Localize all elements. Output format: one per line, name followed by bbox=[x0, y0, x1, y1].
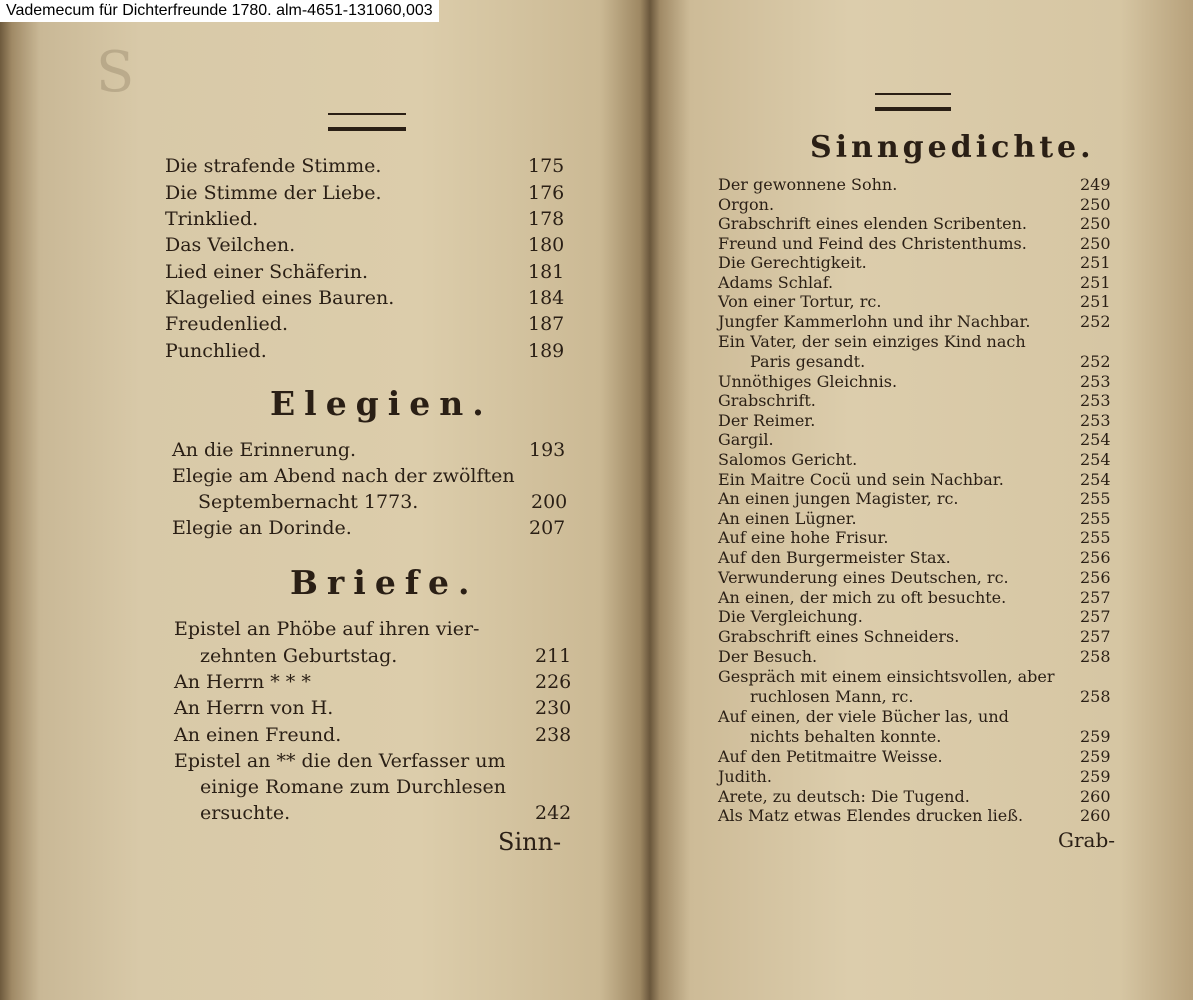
right-page bbox=[650, 0, 1193, 1000]
toc-entry: Adams Schlaf. 251 bbox=[718, 273, 1111, 292]
catchword: Sinn- bbox=[498, 828, 562, 856]
toc-entry: Das Veilchen. 180 bbox=[165, 234, 565, 256]
toc-entry: Freund und Feind des Christenthums. 250 bbox=[718, 234, 1111, 253]
toc-entry: An einen jungen Magister, rc. 255 bbox=[718, 489, 1111, 508]
toc-entry: Die Vergleichung. 257 bbox=[718, 607, 1111, 626]
toc-entry: Gespräch mit einem einsichtsvollen, aber bbox=[718, 667, 1055, 686]
toc-entry: ruchlosen Mann, rc. 258 bbox=[750, 687, 1111, 706]
toc-entry: Grabschrift eines elenden Scribenten. 250 bbox=[718, 214, 1111, 233]
toc-entry: Epistel an ** die den Verfasser um bbox=[174, 750, 506, 772]
bleed-through-mark: S bbox=[96, 40, 135, 105]
toc-entry: Der Reimer. 253 bbox=[718, 411, 1111, 430]
toc-entry: Die Gerechtigkeit. 251 bbox=[718, 253, 1111, 272]
toc-entry: An Herrn von H. 230 bbox=[174, 697, 572, 719]
toc-entry: An einen, der mich zu oft besuchte. 257 bbox=[718, 588, 1111, 607]
toc-entry: Arete, zu deutsch: Die Tugend. 260 bbox=[718, 787, 1111, 806]
toc-entry: Ein Vater, der sein einziges Kind nach bbox=[718, 332, 1026, 351]
toc-entry: Die Stimme der Liebe. 176 bbox=[165, 182, 565, 204]
toc-entry: Lied einer Schäferin. 181 bbox=[165, 261, 565, 283]
toc-entry: Auf einen, der viele Bücher las, und bbox=[718, 707, 1009, 726]
toc-entry: Orgon. 250 bbox=[718, 195, 1111, 214]
toc-entry: Elegie an Dorinde. 207 bbox=[172, 517, 566, 539]
toc-entry: Von einer Tortur, rc. 251 bbox=[718, 292, 1111, 311]
toc-entry: Auf eine hohe Frisur. 255 bbox=[718, 528, 1111, 547]
toc-entry: Grabschrift. 253 bbox=[718, 391, 1111, 410]
toc-entry: Jungfer Kammerlohn und ihr Nachbar. 252 bbox=[718, 312, 1111, 331]
toc-entry: Auf den Petitmaitre Weisse. 259 bbox=[718, 747, 1111, 766]
toc-entry: An die Erinnerung. 193 bbox=[172, 439, 566, 461]
toc-entry: Als Matz etwas Elendes drucken ließ. 260 bbox=[718, 806, 1111, 825]
toc-entry: einige Romane zum Durchlesen bbox=[200, 776, 506, 798]
section-heading-briefe: Briefe. bbox=[290, 563, 479, 602]
toc-entry: Septembernacht 1773. 200 bbox=[198, 491, 568, 513]
toc-entry: Grabschrift eines Schneiders. 257 bbox=[718, 627, 1111, 646]
ornament-rule bbox=[328, 113, 406, 131]
toc-entry: An Herrn * * * 226 bbox=[174, 671, 572, 693]
toc-entry: ersuchte. 242 bbox=[200, 802, 572, 824]
toc-entry: zehnten Geburtstag. 211 bbox=[200, 645, 572, 667]
toc-entry: nichts behalten konnte. 259 bbox=[750, 727, 1111, 746]
toc-entry: Auf den Burgermeister Stax. 256 bbox=[718, 548, 1111, 567]
toc-entry: Der Besuch. 258 bbox=[718, 647, 1111, 666]
toc-entry: Verwunderung eines Deutschen, rc. 256 bbox=[718, 568, 1111, 587]
toc-entry: Elegie am Abend nach der zwölften bbox=[172, 465, 515, 487]
toc-entry: An einen Freund. 238 bbox=[174, 724, 572, 746]
section-heading-elegien: Elegien. bbox=[270, 384, 493, 423]
toc-entry: Trinklied. 178 bbox=[165, 208, 565, 230]
toc-entry: Gargil. 254 bbox=[718, 430, 1111, 449]
catchword: Grab- bbox=[1058, 828, 1116, 852]
toc-entry: Die strafende Stimme. 175 bbox=[165, 155, 565, 177]
ornament-rule bbox=[875, 93, 951, 111]
toc-entry: Punchlied. 189 bbox=[165, 340, 565, 362]
toc-entry: Salomos Gericht. 254 bbox=[718, 450, 1111, 469]
section-heading-sinngedichte: Sinngedichte. bbox=[810, 130, 1095, 165]
toc-entry: Klagelied eines Bauren. 184 bbox=[165, 287, 565, 309]
toc-entry: Ein Maitre Cocü und sein Nachbar. 254 bbox=[718, 470, 1111, 489]
toc-entry: Paris gesandt. 252 bbox=[750, 352, 1111, 371]
toc-entry: Freudenlied. 187 bbox=[165, 313, 565, 335]
toc-entry: Unnöthiges Gleichnis. 253 bbox=[718, 372, 1111, 391]
toc-entry: Der gewonnene Sohn. 249 bbox=[718, 175, 1111, 194]
toc-entry: An einen Lügner. 255 bbox=[718, 509, 1111, 528]
toc-entry: Judith. 259 bbox=[718, 767, 1111, 786]
source-label: Vademecum für Dichterfreunde 1780. alm-4651-131060,003 bbox=[0, 0, 439, 22]
toc-entry: Epistel an Phöbe auf ihren vier- bbox=[174, 618, 480, 640]
